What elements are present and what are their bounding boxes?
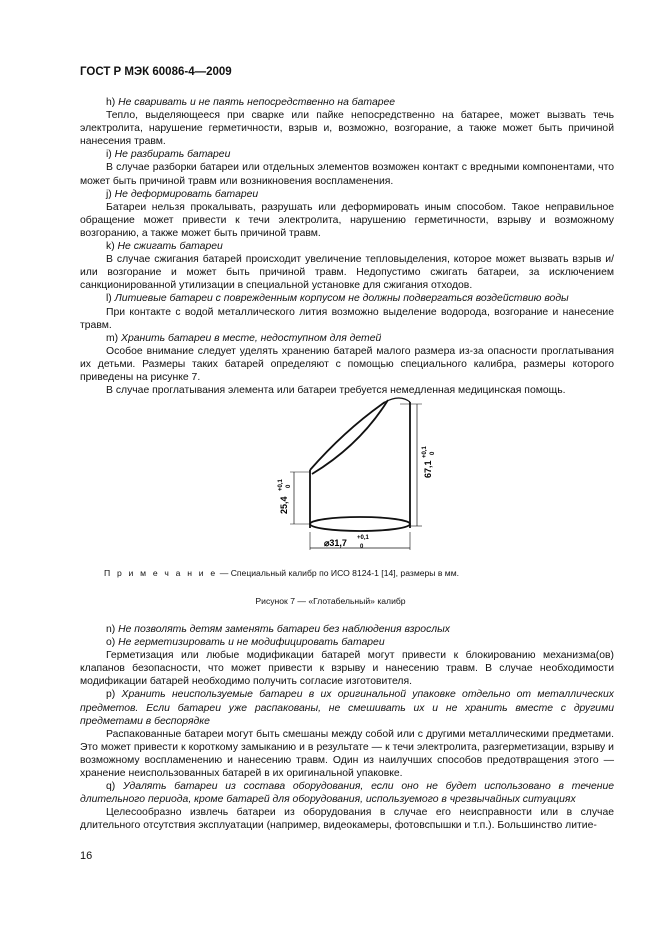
clause-label: o) [106, 637, 116, 649]
paragraph: Герметизация или любые модификации батарей могут привести к блокированию механизма(ов) клапанов безопасности, что может привести к взрыву и нанесению травм. В случае необходимости модификации батарей необходимо получить согласие изготовителя. [80, 650, 614, 688]
gauge-bottom-ellipse [310, 517, 410, 531]
clause-label: q) [106, 781, 116, 793]
paragraph: Тепло, выделяющееся при сварке или пайке непосредственно на батарее, может вызвать течь электролита, нарушение герметичности, взрыв и, возможно, возгорание, а также может быть причиной нанесения травм. [80, 110, 614, 148]
clause-label: n) [106, 624, 116, 635]
clause-title: Не деформировать батареи [114, 188, 259, 200]
paragraph: Распакованные батареи могут быть смешаны между собой или с другими металлическими предметами. Это может привести к короткому замыканию и в результате — к течи электролита, разгерметизации, взрыву и возможному воспламенению и нанесению травм. Один из наилучших способов предотвращения этого — хранение неиспользованных батарей в их оригинальной упаковке. [80, 728, 614, 780]
document-header: ГОСТ Р МЭК 60086-4—2009 [80, 66, 232, 78]
clause-label: l) [106, 293, 112, 305]
dim-value-cyl: 25,4 [279, 496, 289, 514]
clause-heading [80, 148, 614, 161]
dim-label-cyl [278, 478, 292, 514]
clause-title: Не герметизировать и не модифицировать батареи [118, 637, 385, 649]
gauge-top-curve [310, 402, 385, 470]
clause-heading [80, 636, 614, 649]
figure-caption: Рисунок 7 — «Глотабельный» калибр [255, 596, 406, 606]
clause-title: Не разбирать батареи [114, 149, 231, 161]
clause-heading [80, 688, 614, 727]
clause-heading [80, 240, 614, 253]
dim-label-total [422, 445, 436, 478]
gauge-drawing [250, 390, 436, 560]
gauge-top-curve-inner [312, 400, 388, 474]
clause-title: Не сжигать батареи [117, 241, 223, 253]
note-text: — Специальный калибр по ИСО 8124-1 [14], размеры в мм. [217, 568, 460, 578]
clause-title: Литиевые батареи с поврежденным корпусом не должны подвергаться воздействию воды [114, 293, 569, 305]
text-block-lower [80, 623, 614, 833]
dim-tol-cyl-lower: 0 [286, 484, 292, 488]
dim-tol-diameter: +0,1 [357, 535, 369, 541]
page-number: 16 [80, 850, 93, 862]
clause-label: h) [106, 97, 116, 108]
paragraph: При контакте с водой металлического лития возможно выделение водорода, возгорание и нанесение травм. [80, 306, 614, 331]
clause-heading [80, 292, 614, 305]
dim-tol-cyl: +0,1 [278, 479, 284, 491]
dim-tol-diameter-lower: 0 [360, 544, 364, 550]
clause-label: p) [106, 689, 116, 701]
dim-value-diameter: ⌀31,7 [324, 538, 347, 548]
clause-heading [80, 96, 614, 109]
clause-title: Удалять батареи из состава оборудования, если оно не будет использовано в течение длительного периода, кроме батарей для оборудования, используемого в чрезвычайных ситуациях [80, 781, 614, 806]
figure-note [104, 568, 459, 578]
paragraph: В случае проглатывания элемента или батареи требуется немедленная медицинская помощь. [106, 385, 566, 397]
paragraph: В случае разборки батареи или отдельных элементов возможен контакт с вредными компонентами, что может быть причиной травм или возникновения воспламенения. [80, 162, 614, 187]
clause-title: Не позволять детям заменять батареи без наблюдения взрослых [118, 624, 450, 635]
dim-tol-total: +0,1 [422, 446, 428, 458]
clause-label: k) [106, 241, 115, 253]
clause-label: i) [106, 149, 112, 161]
clause-heading [80, 188, 614, 201]
dim-label-diameter [324, 535, 370, 550]
paragraph: Целесообразно извлечь батареи из оборудования в случае его неисправности или в случае длительного отсутствия эксплуатации (например, видеокамеры, фотовспышки и т.п.). Большинство литие- [80, 807, 614, 832]
paragraph: Батареи нельзя прокалывать, разрушать или деформировать иным способом. Такое неправильное обращение может привести к течи электролита, нарушению герметичности, взрыву и возможному возгоранию, а также может быть причиной травм. [80, 201, 614, 239]
paragraph: В случае сжигания батарей происходит увеличение тепловыделения, которое может вызвать взрыв и/или возгорание и может быть причиной травм. Недопустимо сжигать батареи, за исключением санкционированной утилизации в специальной установке для сжигания отходов. [80, 254, 614, 292]
paragraph: Особое внимание следует уделять хранению батарей малого размера из-за опасности проглатывания их детьми. Размеры таких батарей определяют с помощью специального калибра, размеры которого приведены на рисунке 7. [80, 345, 614, 383]
clause-label: j) [106, 188, 112, 200]
clause-heading [80, 780, 614, 806]
clause-heading [80, 332, 614, 345]
note-label: П р и м е ч а н и е [104, 568, 218, 578]
clause-title: Хранить батареи в месте, недоступном для детей [121, 332, 382, 344]
gauge-figure [250, 390, 436, 565]
dim-tol-total-lower: 0 [430, 451, 436, 455]
clause-title: Хранить неиспользуемые батареи в их оригинальной упаковке отдельно от металлических предметов. Если батареи уже распакованы, не смешивать их и не хранить вместе с другими предметами в беспорядке [80, 689, 614, 727]
text-block-upper [80, 96, 614, 397]
clause-label: m) [106, 332, 119, 344]
clause-heading [80, 623, 614, 636]
dim-value-total: 67,1 [423, 460, 433, 478]
clause-title: Не сваривать и не паять непосредственно на батарее [118, 97, 396, 108]
gauge-top-cap [385, 398, 410, 402]
